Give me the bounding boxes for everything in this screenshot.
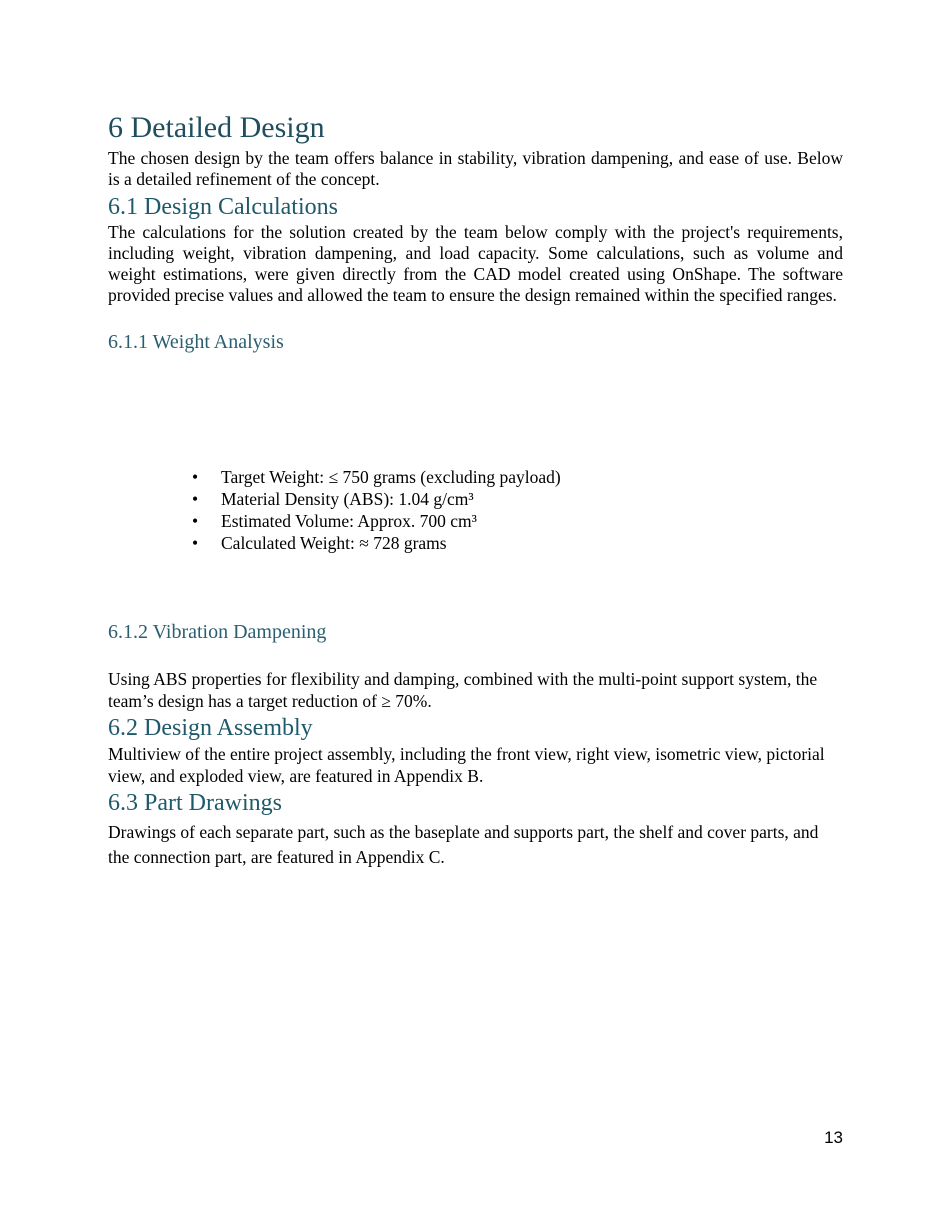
bullet-marker-icon: • xyxy=(192,467,199,487)
page-number: 13 xyxy=(824,1128,843,1147)
list-item xyxy=(192,466,792,488)
list-item-label: Estimated Volume: Approx. 700 cm³ xyxy=(221,511,477,531)
heading-design-calculations: 6.1 Design Calculations xyxy=(108,194,338,220)
weight-analysis-bullet-list xyxy=(192,466,792,554)
heading-vibration-dampening: 6.1.2 Vibration Dampening xyxy=(108,621,327,643)
paragraph-design-assembly: Multiview of the entire project assembly, including the front view, right view, isometric view, pictorial view, and exploded view, are featured in Appendix B. xyxy=(108,744,825,786)
bullet-marker-icon: • xyxy=(192,533,199,553)
heading-detailed-design: 6 Detailed Design xyxy=(108,111,325,144)
list-item-label: Target Weight: ≤ 750 grams (excluding payload) xyxy=(221,467,561,487)
heading-part-drawings: 6.3 Part Drawings xyxy=(108,790,282,816)
heading-weight-analysis: 6.1.1 Weight Analysis xyxy=(108,331,284,353)
paragraph-vibration-dampening: Using ABS properties for flexibility and damping, combined with the multi-point support system, the team’s design has a target reduction of ≥ 70%. xyxy=(108,669,818,711)
list-item-label: Material Density (ABS): 1.04 g/cm³ xyxy=(221,489,474,509)
paragraph-detailed-design-intro: The chosen design by the team offers balance in stability, vibration dampening, and ease of use. Below is a detailed refinement of the concept. xyxy=(108,148,843,189)
list-item xyxy=(192,488,792,510)
heading-design-assembly: 6.2 Design Assembly xyxy=(108,715,313,741)
bullet-marker-icon: • xyxy=(192,489,199,509)
list-item xyxy=(192,532,792,554)
paragraph-part-drawings: Drawings of each separate part, such as the baseplate and supports part, the shelf and cover parts, and the connection part, are featured in Appendix C. xyxy=(108,822,819,867)
paragraph-design-calculations: The calculations for the solution created by the team below comply with the project's requirements, including weight, vibration dampening, and load capacity. Some calculations, such as volume and weight estimations, were given directly from the CAD model created using OnShape. The software provided precise values and allowed the team to ensure the design remained within the specified ranges. xyxy=(108,222,843,305)
list-item-label: Calculated Weight: ≈ 728 grams xyxy=(221,533,447,553)
list-item xyxy=(192,510,792,532)
bullet-marker-icon: • xyxy=(192,511,199,531)
